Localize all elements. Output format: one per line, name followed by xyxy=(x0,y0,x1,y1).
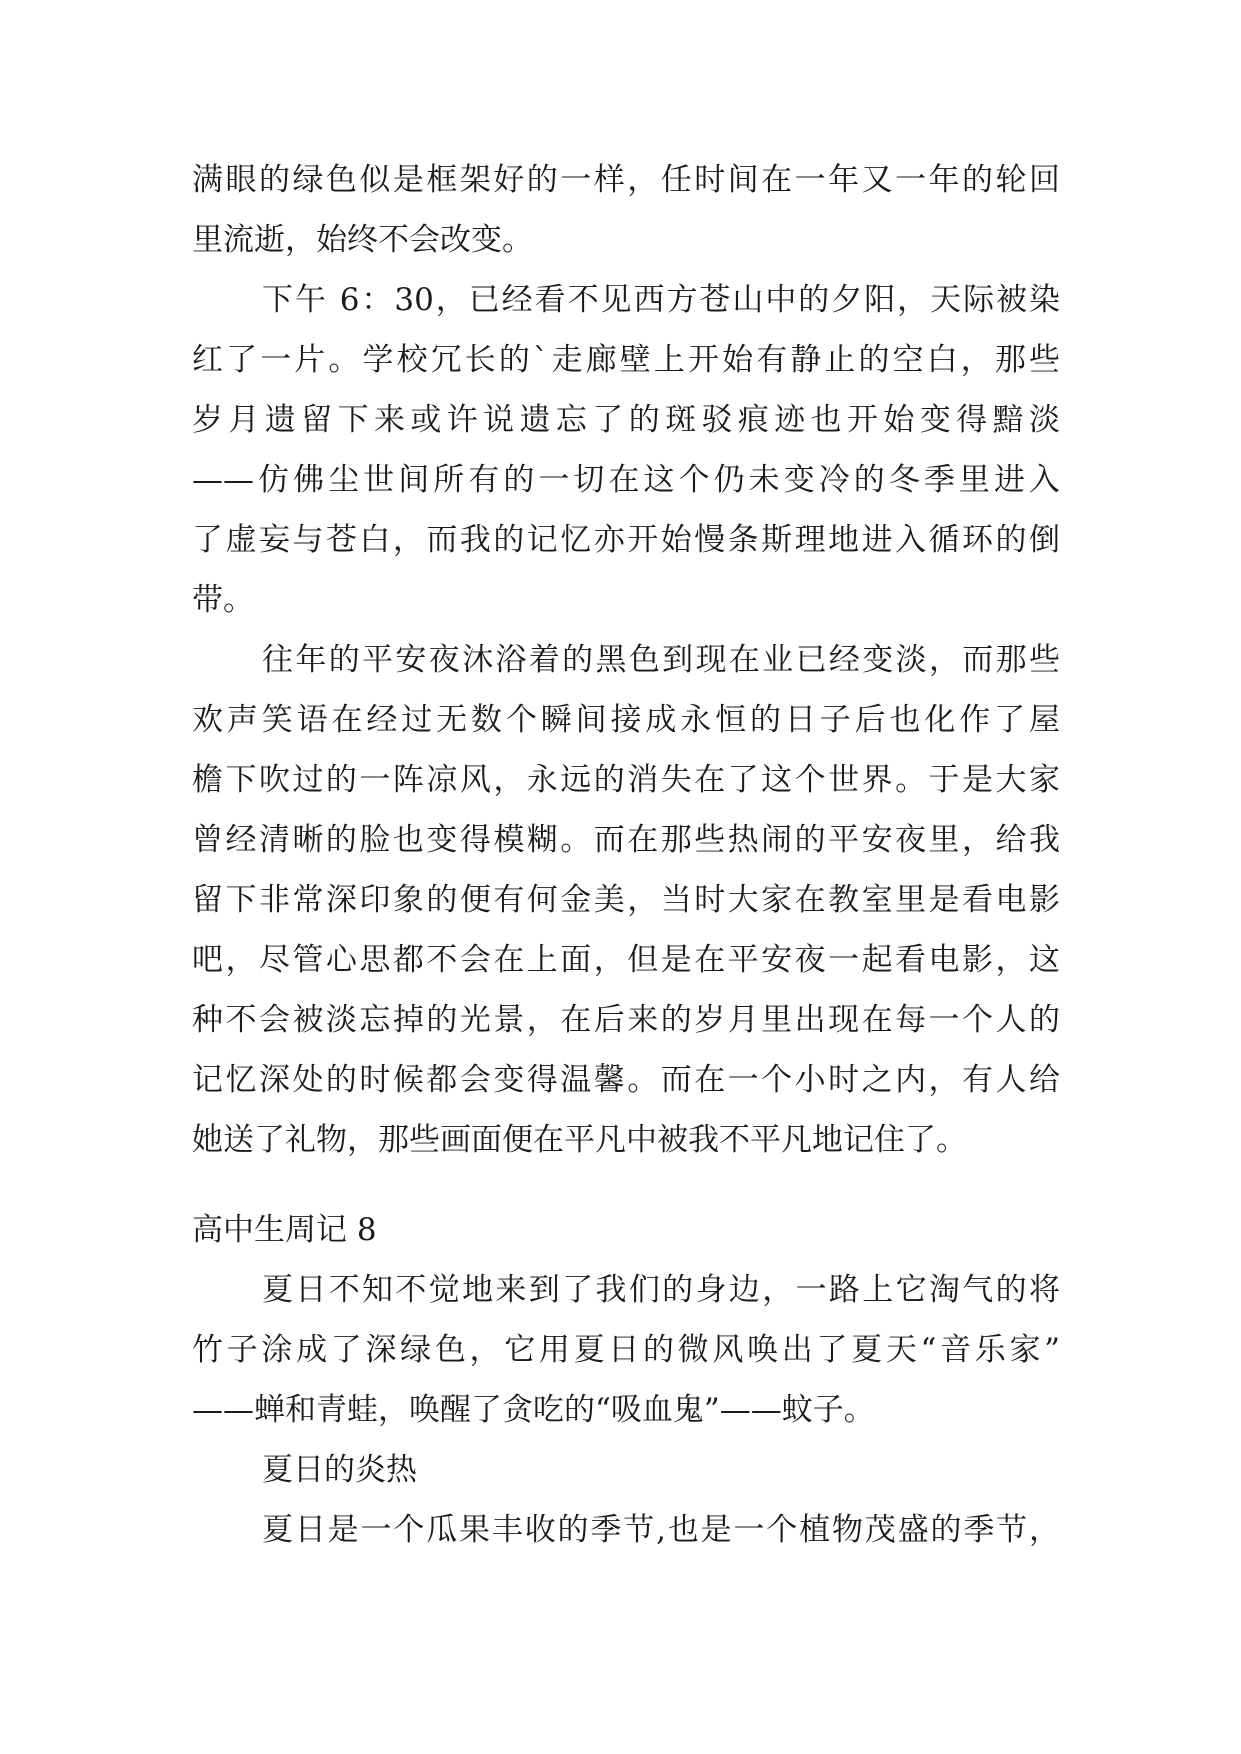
paragraph-line: 下午 6：30，已经看不见西方苍山中的夕阳，天际被染 xyxy=(262,282,1060,318)
paragraph-line: 记忆深处的时候都会变得温馨。而在一个小时之内，有人给 xyxy=(192,1062,1060,1098)
paragraph-line: 吧，尽管心思都不会在上面，但是在平安夜一起看电影，这 xyxy=(192,942,1060,978)
document-page xyxy=(192,150,1060,1560)
paragraph-line: 欢声笑语在经过无数个瞬间接成永恒的日子后也化作了屋 xyxy=(192,702,1060,738)
paragraph-line: 带。 xyxy=(192,582,254,618)
paragraph-line: 竹子涂成了深绿色，它用夏日的微风唤出了夏天“音乐家” xyxy=(192,1332,1060,1368)
section-heading: 高中生周记 8 xyxy=(192,1212,377,1248)
subheading: 夏日的炎热 xyxy=(262,1452,417,1488)
paragraph-line: 曾经清晰的脸也变得模糊。而在那些热闹的平安夜里，给我 xyxy=(192,822,1060,858)
paragraph-line: 檐下吹过的一阵凉风，永远的消失在了这个世界。于是大家 xyxy=(192,762,1060,798)
paragraph-line: 往年的平安夜沐浴着的黑色到现在业已经变淡，而那些 xyxy=(262,642,1060,678)
paragraph-line: 夏日不知不觉地来到了我们的身边，一路上它淘气的将 xyxy=(262,1272,1060,1308)
paragraph-line: 里流逝，始终不会改变。 xyxy=(192,222,533,258)
paragraph-line: 她送了礼物，那些画面便在平凡中被我不平凡地记住了。 xyxy=(192,1122,967,1158)
paragraph-line: 种不会被淡忘掉的光景，在后来的岁月里出现在每一个人的 xyxy=(192,1002,1060,1038)
paragraph-line: 满眼的绿色似是框架好的一样，任时间在一年又一年的轮回 xyxy=(192,162,1060,198)
paragraph-line: ——蝉和青蛙，唤醒了贪吃的“吸血鬼”——蚊子。 xyxy=(192,1392,875,1428)
paragraph-line: ——仿佛尘世间所有的一切在这个仍未变冷的冬季里进入 xyxy=(192,462,1060,498)
paragraph-line: 岁月遗留下来或许说遗忘了的斑驳痕迹也开始变得黯淡 xyxy=(192,402,1060,438)
paragraph-line: 了虚妄与苍白，而我的记忆亦开始慢条斯理地进入循环的倒 xyxy=(192,522,1060,558)
section-gap xyxy=(192,1170,1060,1200)
paragraph-line: 夏日是一个瓜果丰收的季节,也是一个植物茂盛的季节， xyxy=(262,1512,1060,1548)
paragraph-line: 留下非常深印象的便有何金美，当时大家在教室里是看电影 xyxy=(192,882,1060,918)
paragraph-line: 红了一片。学校冗长的`走廊壁上开始有静止的空白，那些 xyxy=(192,342,1060,378)
